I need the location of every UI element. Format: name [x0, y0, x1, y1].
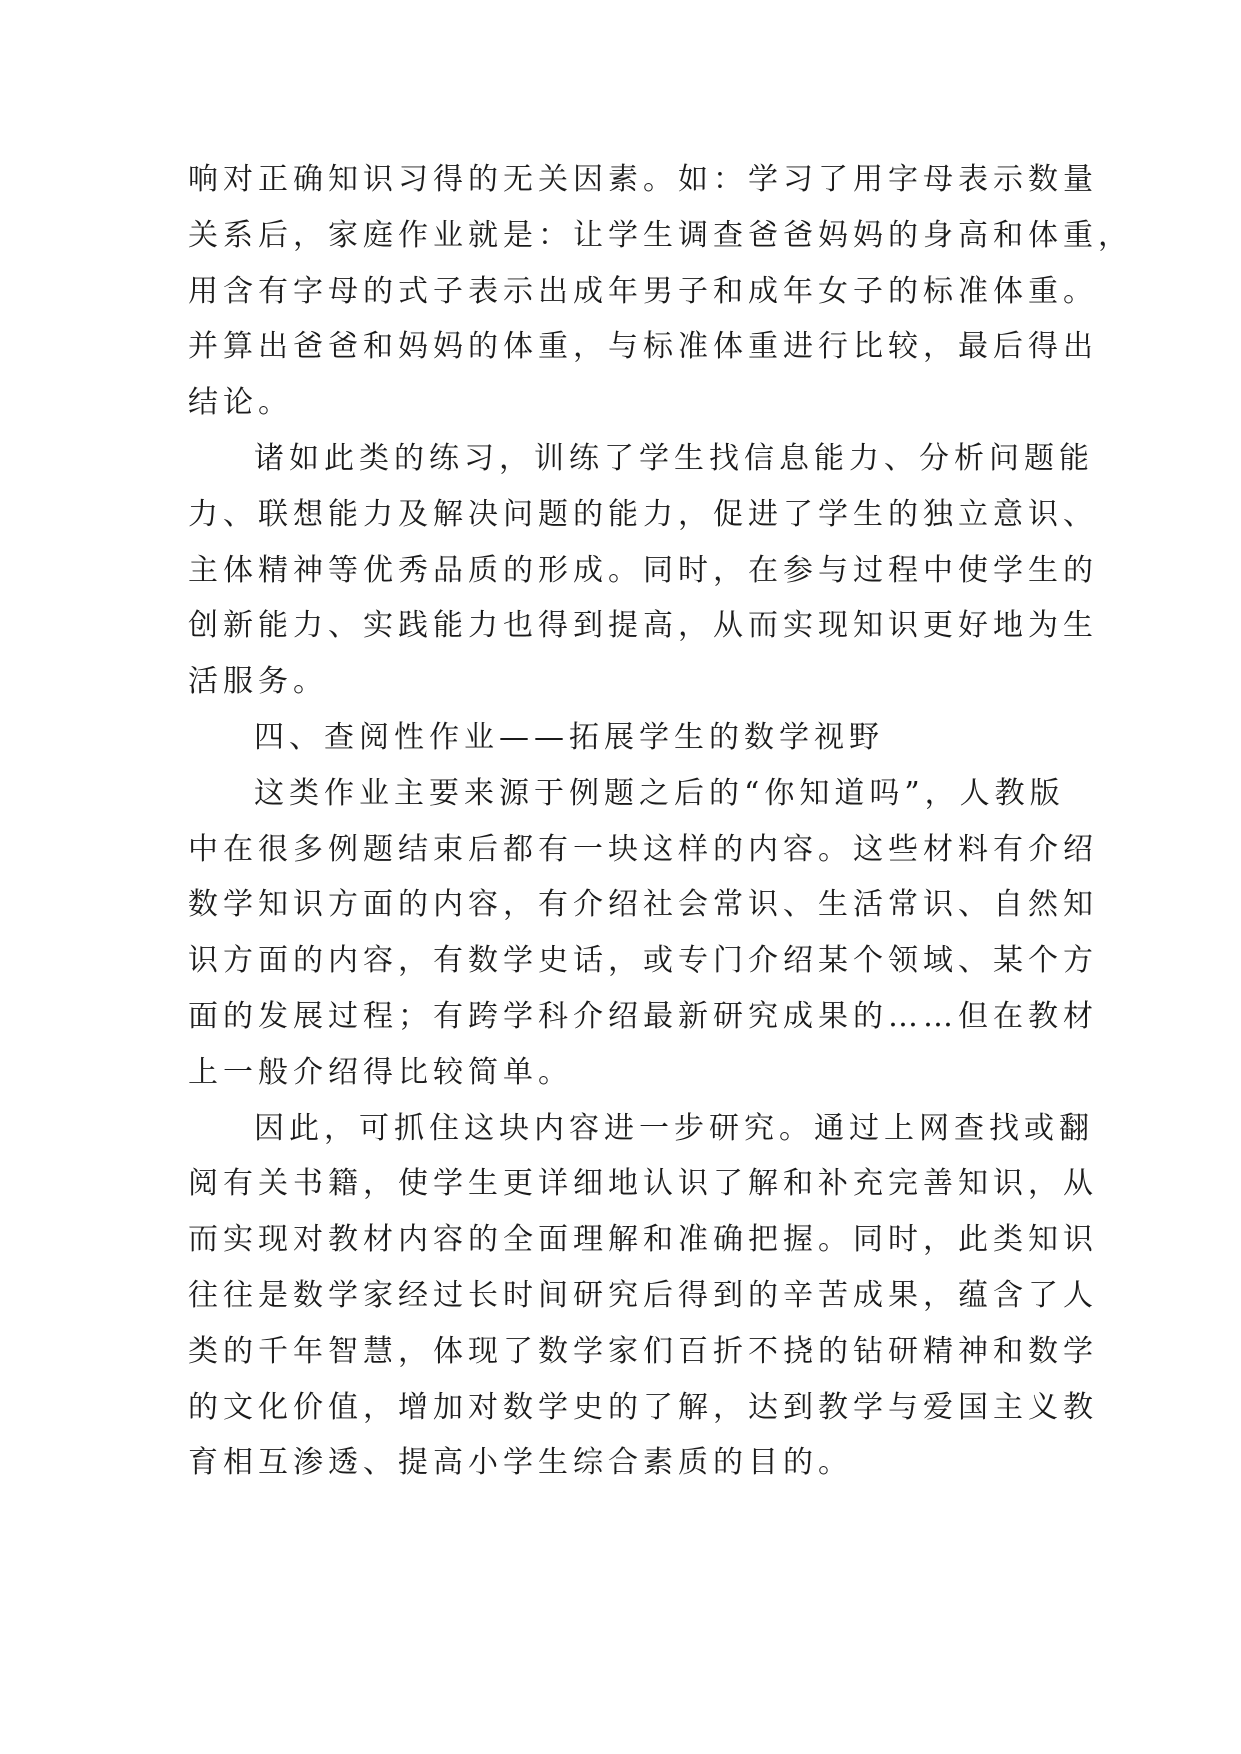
text-line: 创新能力、实践能力也得到提高，从而实现知识更好地为生 [188, 608, 1098, 644]
text-line: 并算出爸爸和妈妈的体重，与标准体重进行比较，最后得出 [188, 329, 1098, 365]
text-line: 往往是数学家经过长时间研究后得到的辛苦成果，蕴含了人 [188, 1277, 1098, 1313]
text-line: 而实现对教材内容的全面理解和准确把握。同时，此类知识 [188, 1222, 1098, 1258]
text-line: 的文化价值，增加对数学史的了解，达到教学与爱国主义教 [188, 1389, 1098, 1425]
text-line: 响对正确知识习得的无关因素。如：学习了用字母表示数量 [188, 162, 1098, 197]
text-line: 活服务。 [188, 664, 328, 700]
text-line: 阅有关书籍，使学生更详细地认识了解和补充完善知识，从 [188, 1166, 1098, 1202]
text-line: 上一般介绍得比较简单。 [188, 1054, 573, 1090]
text-line: 数学知识方面的内容，有介绍社会常识、生活常识、自然知 [188, 887, 1098, 923]
text-line: 用含有字母的式子表示出成年男子和成年女子的标准体重。 [188, 273, 1098, 309]
text-line: 关系后，家庭作业就是：让学生调查爸爸妈妈的身高和体重， [188, 217, 1133, 253]
text-line: 识方面的内容，有数学史话，或专门介绍某个领域、某个方 [188, 943, 1098, 979]
text-line: 类的千年智慧，体现了数学家们百折不挠的钻研精神和数学 [188, 1333, 1098, 1369]
text-line: 力、联想能力及解决问题的能力，促进了学生的独立意识、 [188, 496, 1098, 532]
text-line: 诸如此类的练习，训练了学生找信息能力、分析问题能 [254, 440, 1094, 476]
text-line: 主体精神等优秀品质的形成。同时，在参与过程中使学生的 [188, 552, 1098, 588]
text-line: 因此，可抓住这块内容进一步研究。通过上网查找或翻 [254, 1110, 1094, 1146]
text-line: 育相互渗透、提高小学生综合素质的目的。 [188, 1445, 853, 1481]
text-line: 中在很多例题结束后都有一块这样的内容。这些材料有介绍 [188, 831, 1098, 867]
text-line: 这类作业主要来源于例题之后的“你知道吗”，人教版 [254, 775, 1065, 811]
body-text [188, 152, 1133, 1491]
text-line: 结论。 [188, 385, 293, 421]
text-line: 面的发展过程；有跨学科介绍最新研究成果的……但在教材 [188, 998, 1098, 1034]
section-heading: 四、查阅性作业——拓展学生的数学视野 [254, 719, 884, 755]
